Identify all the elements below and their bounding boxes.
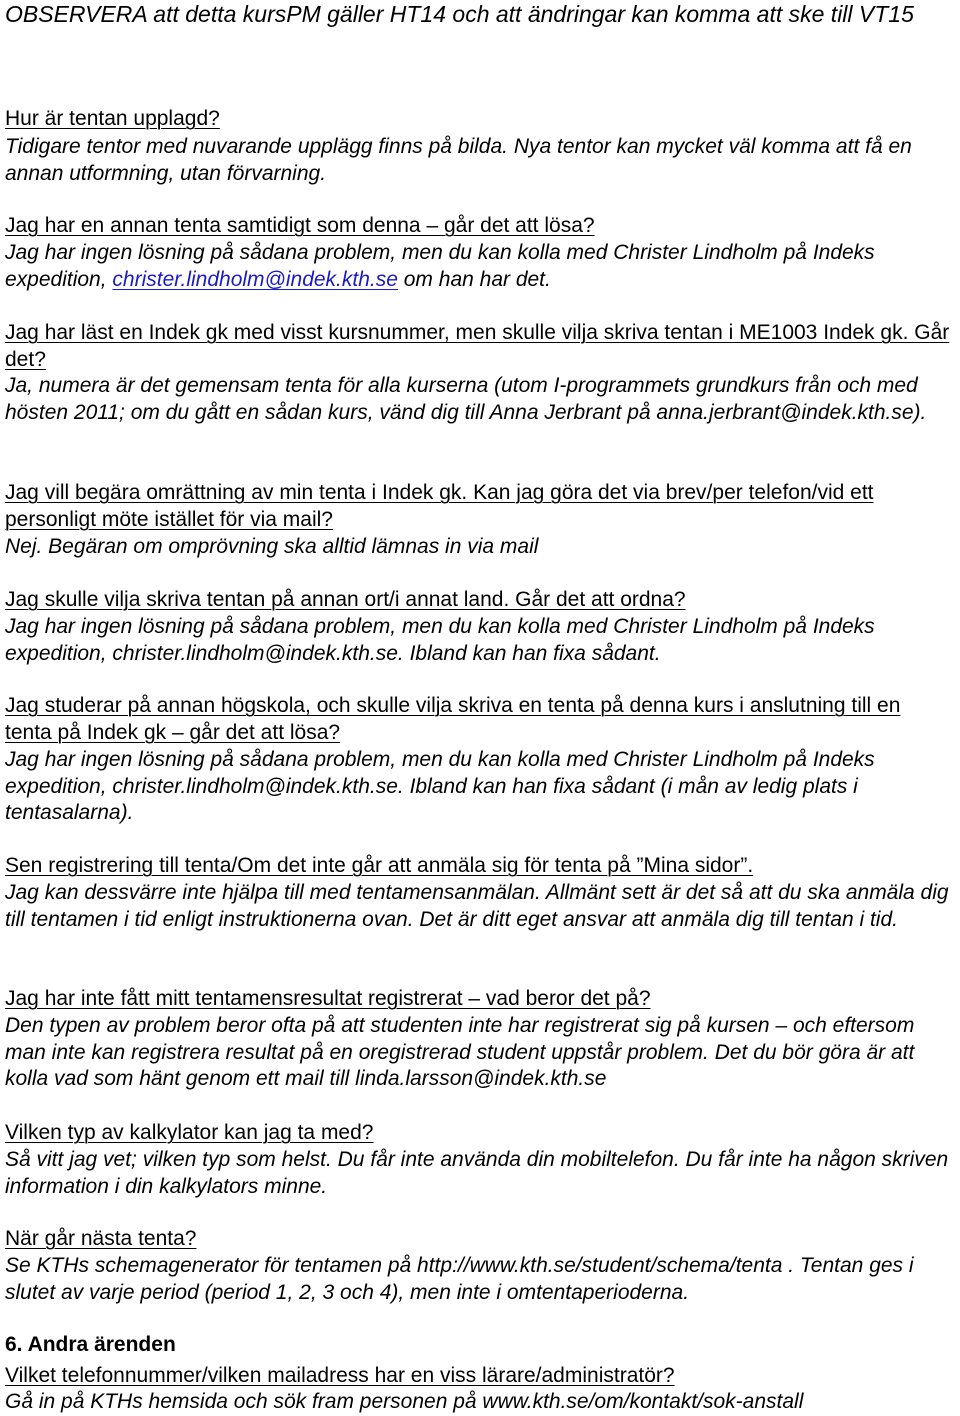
answer-exam-structure: Tidigare tentor med nuvarande upplägg finns på bilda. Nya tentor kan mycket väl komma att få en annan utformning, utan förvarning. (5, 135, 912, 185)
answer-contact-info: Gå in på KTHs hemsida och sök fram personen på www.kth.se/om/kontakt/sok-anstall (5, 1390, 804, 1413)
question-calculator: Vilken typ av kalkylator kan jag ta med? (5, 1121, 374, 1144)
question-regrading: Jag vill begära omrättning av min tenta i Indek gk. Kan jag göra det via brev/per telefon/vid ett personligt möte istället för via mail? (5, 481, 874, 531)
answer-text: Jag har ingen lösning på sådana problem, men du kan kolla med Christer Lindholm på Indeks expedition, (5, 241, 875, 291)
question-next-exam: När går nästa tenta? (5, 1227, 197, 1250)
answer-other-location: Jag har ingen lösning på sådana problem, men du kan kolla med Christer Lindholm på Indeks expedition, christer.lindholm@indek.kth.se. Ibland kan han fixa sådant. (5, 615, 875, 665)
answer-late-registration: Jag kan dessvärre inte hjälpa till med tentamensanmälan. Allmänt sett är det så att du ska anmäla dig till tentamen i tid enligt instruktionerna ovan. Det är ditt eget ansvar att anmäla dig till tentan i tid. (5, 881, 949, 931)
answer-text-end: om han har det. (397, 267, 551, 291)
question-late-registration: Sen registrering till tenta/Om det inte går att anmäla sig för tenta på ”Mina sidor”. (5, 854, 754, 877)
answer-course-number: Ja, numera är det gemensam tenta för alla kurserna (utom I-programmets grundkurs från och med hösten 2011; om du gått en sådan kurs, vänd dig till Anna Jerbrant på anna.jerbrant@indek.kth.se). (5, 374, 927, 424)
question-missing-result: Jag har inte fått mitt tentamensresultat registrerat – vad beror det på? (5, 987, 651, 1010)
question-exam-conflict: Jag har en annan tenta samtidigt som denna – går det att lösa? (5, 214, 595, 237)
answer-other-university: Jag har ingen lösning på sådana problem, men du kan kolla med Christer Lindholm på Indeks expedition, christer.lindholm@indek.kth.se. Ibland kan han fixa sådant (i mån av ledig plats i tentasalarna). (5, 748, 875, 825)
answer-missing-result: Den typen av problem beror ofta på att studenten inte har registrerat sig på kursen – och eftersom man inte kan registrera resultat på en oregistrerad student uppstår problem. Det du bör göra är att kolla vad som hänt genom ett mail till linda.larsson@indek.kth.se (5, 1014, 915, 1091)
question-other-location: Jag skulle vilja skriva tentan på annan ort/i annat land. Går det att ordna? (5, 588, 686, 611)
answer-next-exam: Se KTHs schemagenerator för tentamen på http://www.kth.se/student/schema/tenta . Tentan ges i slutet av varje period (period 1, 2, 3 och 4), men inte i omtentaperioderna. (5, 1254, 914, 1304)
question-exam-structure: Hur är tentan upplagd? (5, 107, 220, 130)
answer-regrading: Nej. Begäran om omprövning ska alltid lämnas in via mail (5, 535, 539, 558)
answer-exam-conflict (5, 240, 950, 293)
question-contact-info: Vilket telefonnummer/vilken mailadress har en viss lärare/administratör? (5, 1364, 675, 1387)
question-other-university: Jag studerar på annan högskola, och skulle vilja skriva en tenta på denna kurs i anslutning till en tenta på Indek gk – går det att lösa? (5, 694, 901, 744)
notice-text: OBSERVERA att detta kursPM gäller HT14 och att ändringar kan komma att ske till VT15 (5, 1, 914, 27)
email-link[interactable]: christer.lindholm@indek.kth.se (112, 267, 398, 291)
question-course-number: Jag har läst en Indek gk med visst kursnummer, men skulle vilja skriva tentan i ME1003 Indek gk. Går det? (5, 321, 950, 371)
answer-calculator: Så vitt jag vet; vilken typ som helst. Du får inte använda din mobiltelefon. Du får inte ha någon skriven information i din kalkylators minne. (5, 1148, 949, 1198)
section-heading: 6. Andra ärenden (5, 1333, 176, 1356)
